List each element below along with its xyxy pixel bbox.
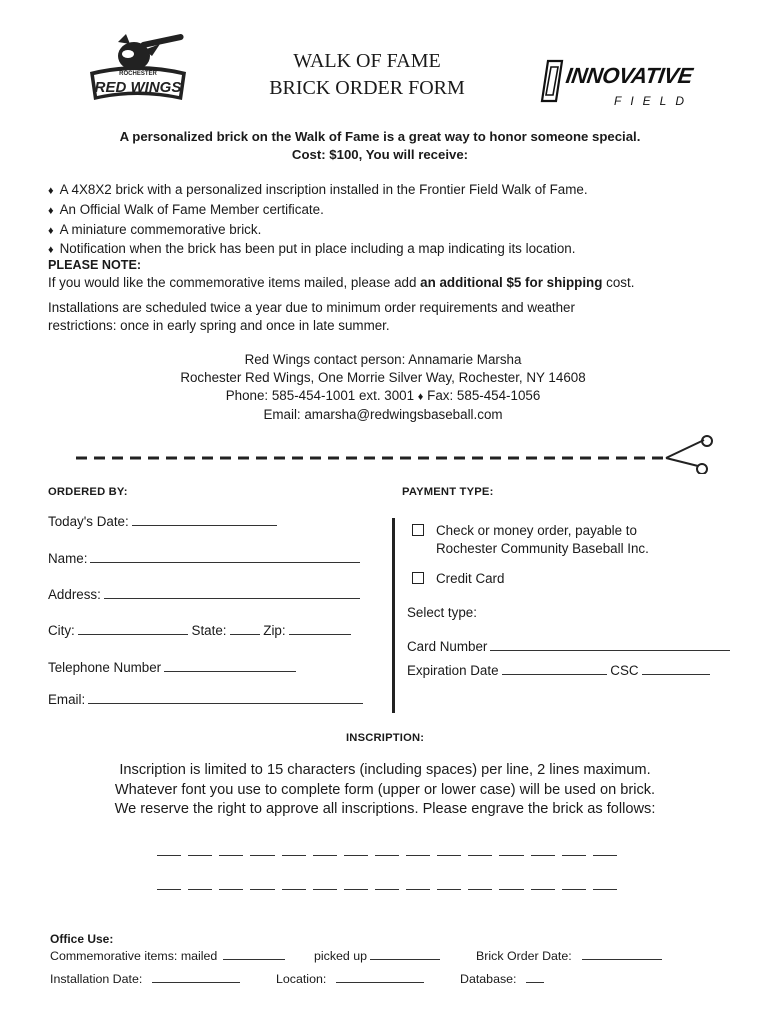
character-blank[interactable] [437,889,461,890]
note-heading: PLEASE NOTE: [48,258,142,272]
payment-type-label: PAYMENT TYPE: [402,486,494,498]
name-field[interactable] [48,551,360,566]
picked-up-field[interactable] [314,948,440,963]
picked-up-label: picked up [314,949,368,963]
card-number-label: Card Number [407,639,488,654]
check-option[interactable] [412,522,649,557]
character-blank[interactable] [406,855,430,856]
character-blank[interactable] [468,889,492,890]
todays-date-field[interactable] [48,514,277,529]
zip-label: Zip: [263,623,286,638]
innovative-field-logo [540,55,695,111]
todays-date-label: Today's Date: [48,514,129,529]
benefit-item: ♦ An Official Walk of Fame Member certificate. [48,201,748,221]
city-label: City: [48,623,75,638]
scissors-icon [666,436,712,474]
contact-block [100,351,666,424]
expiration-csc-field[interactable] [407,663,710,678]
email-label: Email: [48,692,86,707]
select-type-label: Select type: [407,605,477,620]
character-blank[interactable] [188,889,212,890]
inscription-row-2[interactable] [157,879,617,891]
checkbox-icon[interactable] [412,524,424,536]
character-blank[interactable] [250,855,274,856]
telephone-field[interactable] [48,660,296,675]
title-line-1: WALK OF FAME [293,50,441,72]
contact-address: Rochester Red Wings, One Morrie Silver Way, Rochester, NY 14608 [180,370,586,385]
character-blank[interactable] [375,855,399,856]
character-blank[interactable] [344,855,368,856]
diamond-bullet-icon: ♦ [417,391,424,403]
commemorative-label: Commemorative items: mailed [50,949,218,963]
character-blank[interactable] [499,889,523,890]
check-label-1: Check or money order, payable to [436,523,637,538]
inscription-line-1: Inscription is limited to 15 characters (including spaces) per line, 2 lines maximum. [119,762,651,778]
telephone-label: Telephone Number [48,660,162,675]
location-label: Location: [276,972,327,986]
logo-right-sub: FIELD [614,94,694,108]
cut-line [70,434,720,474]
inscription-label: INSCRIPTION: [346,732,425,744]
character-blank[interactable] [562,889,586,890]
credit-card-label: Credit Card [436,571,505,586]
name-label: Name: [48,551,88,566]
character-blank[interactable] [375,889,399,890]
character-blank[interactable] [531,889,555,890]
install-line-2: restrictions: once in early spring and once in late summer. [48,318,390,333]
csc-label: CSC [610,663,639,678]
character-blank[interactable] [157,889,181,890]
inscription-line-2: Whatever font you use to complete form (upper or lower case) will be used on brick. [114,781,656,798]
character-blank[interactable] [406,889,430,890]
installation-note [48,299,688,335]
character-blank[interactable] [219,855,243,856]
logo-left-top-text: ROCHESTER [119,71,157,77]
character-blank[interactable] [562,855,586,856]
email-field[interactable] [48,692,363,707]
logo-right-word: INNOVATIVE [564,63,695,88]
character-blank[interactable] [282,889,306,890]
checkbox-icon[interactable] [412,572,424,584]
intro-line-1: A personalized brick on the Walk of Fame is a great way to honor someone special. [119,129,641,144]
city-state-zip-field[interactable] [48,623,351,638]
inscription-row-1[interactable] [157,845,617,857]
database-field[interactable] [460,971,544,986]
character-blank[interactable] [468,855,492,856]
ordered-by-label: ORDERED BY: [48,486,128,498]
character-blank[interactable] [531,855,555,856]
character-blank[interactable] [219,889,243,890]
credit-card-option[interactable] [412,571,504,586]
benefit-item: ♦ A 4X8X2 brick with a personalized inscription installed in the Frontier Field Walk of Fame. [48,181,748,201]
benefit-item: ♦ A miniature commemorative brick. [48,221,748,241]
benefit-item: ♦ Notification when the brick has been put in place including a map indicating its location. [48,240,748,260]
commemorative-field[interactable] [50,948,285,963]
contact-person: Red Wings contact person: Annamarie Marsha [244,352,522,367]
shipping-prefix: If you would like the commemorative items mailed, please add [48,275,421,290]
character-blank[interactable] [282,855,306,856]
character-blank[interactable] [250,889,274,890]
benefits-list [48,181,748,260]
location-field[interactable] [276,971,424,986]
expiration-label: Expiration Date [407,663,499,678]
contact-phone: Phone: 585-454-1001 ext. 3001 [225,388,415,403]
character-blank[interactable] [344,889,368,890]
character-blank[interactable] [499,855,523,856]
contact-phone-fax [100,387,666,406]
contact-fax: Fax: 585-454-1056 [427,388,541,403]
character-blank[interactable] [188,855,212,856]
install-line-1: Installations are scheduled twice a year due to minimum order requirements and weather [48,300,575,315]
brick-order-date-label: Brick Order Date: [476,949,572,963]
check-label-2: Rochester Community Baseball Inc. [436,540,649,556]
redwings-logo [82,30,192,104]
logo-left-main-text: RED WINGS [94,79,182,96]
inscription-line-3: We reserve the right to approve all inscriptions. Please engrave the brick as follows: [114,801,656,818]
character-blank[interactable] [437,855,461,856]
character-blank[interactable] [313,889,337,890]
character-blank[interactable] [313,855,337,856]
shipping-suffix: cost. [602,275,635,290]
installation-date-label: Installation Date: [50,972,143,986]
address-label: Address: [48,587,101,602]
intro-line-2: Cost: $100, You will receive: [291,147,469,162]
database-label: Database: [460,972,517,986]
column-divider [392,518,395,713]
installation-date-field[interactable] [50,971,240,986]
office-use-label: Office Use: [50,932,114,946]
address-field[interactable] [48,587,360,602]
title-line-2: BRICK ORDER FORM [269,77,465,99]
shipping-bold: an additional $5 for shipping [420,275,603,290]
character-blank[interactable] [593,855,617,856]
inscription-instructions [40,761,730,820]
page-title [230,48,504,102]
brick-order-date-field[interactable] [476,948,662,963]
character-blank[interactable] [157,855,181,856]
shipping-note [48,275,748,290]
contact-email: Email: amarsha@redwingsbaseball.com [263,407,503,422]
state-label: State: [191,623,227,638]
intro-text [60,128,700,164]
character-blank[interactable] [593,889,617,890]
card-number-field[interactable] [407,639,730,654]
